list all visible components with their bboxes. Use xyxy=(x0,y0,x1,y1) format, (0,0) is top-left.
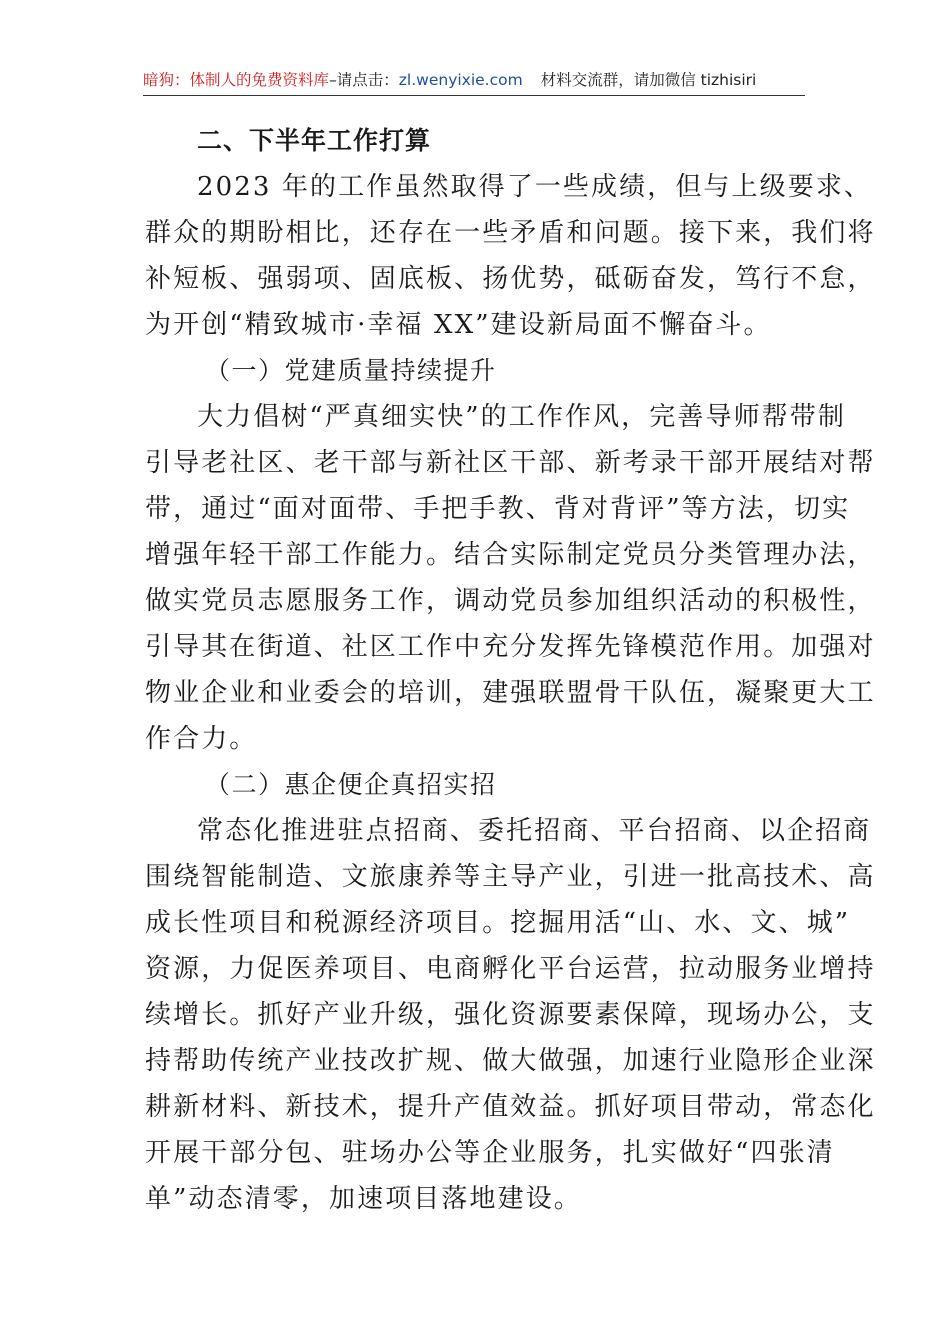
paragraph-line: 续增长。抓好产业升级，强化资源要素保障，现场办公，支 xyxy=(145,1000,876,1030)
paragraph-line: 持帮助传统产业技改扩规、做大做强，加速行业隐形企业深 xyxy=(145,1046,876,1076)
paragraph-line: 常态化推进驻点招商、委托招商、平台招商、以企招商 xyxy=(197,816,872,846)
document-body xyxy=(145,118,876,1222)
paragraph-line: 成长性项目和税源经济项目。挖掘用活“山、水、文、城” xyxy=(145,908,851,938)
paragraph-line: 耕新材料、新技术，提升产值效益。抓好项目带动，常态化 xyxy=(145,1092,876,1122)
paragraph-line: 群众的期盼相比，还存在一些矛盾和问题。接下来，我们将 xyxy=(145,218,876,248)
paragraph-line: 引导老社区、老干部与新社区干部、新考录干部开展结对帮 xyxy=(145,448,876,478)
paragraph-line: 补短板、强弱项、固底板、扬优势，砥砺奋发，笃行不怠， xyxy=(145,264,876,294)
header-divider xyxy=(143,95,805,96)
subsection-title: （一）党建质量持续提升 xyxy=(205,356,497,385)
paragraph-line: 做实党员志愿服务工作，调动党员参加组织活动的积极性， xyxy=(145,586,876,616)
paragraph-line: 围绕智能制造、文旅康养等主导产业，引进一批高技术、高 xyxy=(145,862,876,892)
paragraph-line: 物业企业和业委会的培训，建强联盟骨干队伍，凝聚更大工 xyxy=(145,678,876,708)
header-brand: 暗狗：体制人的免费资料库 xyxy=(143,71,330,89)
paragraph-line: 为开创“精致城市·幸福 XX”建设新局面不懈奋斗。 xyxy=(145,310,772,340)
paragraph-line: 资源，力促医养项目、电商孵化平台运营，拉动服务业增持 xyxy=(145,954,876,984)
paragraph-line: 带，通过“面对面带、手把手教、背对背评”等方法，切实 xyxy=(145,494,851,524)
header-url-link[interactable]: zl.wenyixie.com xyxy=(398,71,523,89)
paragraph-line: 增强年轻干部工作能力。结合实际制定党员分类管理办法， xyxy=(145,540,876,570)
paragraph-line: 作合力。 xyxy=(145,724,258,754)
paragraph-line: 大力倡树“严真细实快”的工作作风，完善导师帮带制 xyxy=(197,402,846,432)
paragraph-line: 引导其在街道、社区工作中充分发挥先锋模范作用。加强对 xyxy=(145,632,876,662)
header-contact: 材料交流群，请加微信 tizhisiri xyxy=(540,71,757,89)
paragraph-line: 开展干部分包、驻场办公等企业服务，扎实做好“四张清 xyxy=(145,1138,835,1168)
page-header xyxy=(143,66,805,94)
header-prompt: –请点击： xyxy=(329,71,399,89)
paragraph-line: 单”动态清零，加速项目落地建设。 xyxy=(145,1184,582,1214)
subsection-title: （二）惠企便企真招实招 xyxy=(205,770,497,799)
section-title: 二、下半年工作打算 xyxy=(197,126,432,155)
paragraph-line: 2023 年的工作虽然取得了一些成绩，但与上级要求、 xyxy=(197,172,873,202)
